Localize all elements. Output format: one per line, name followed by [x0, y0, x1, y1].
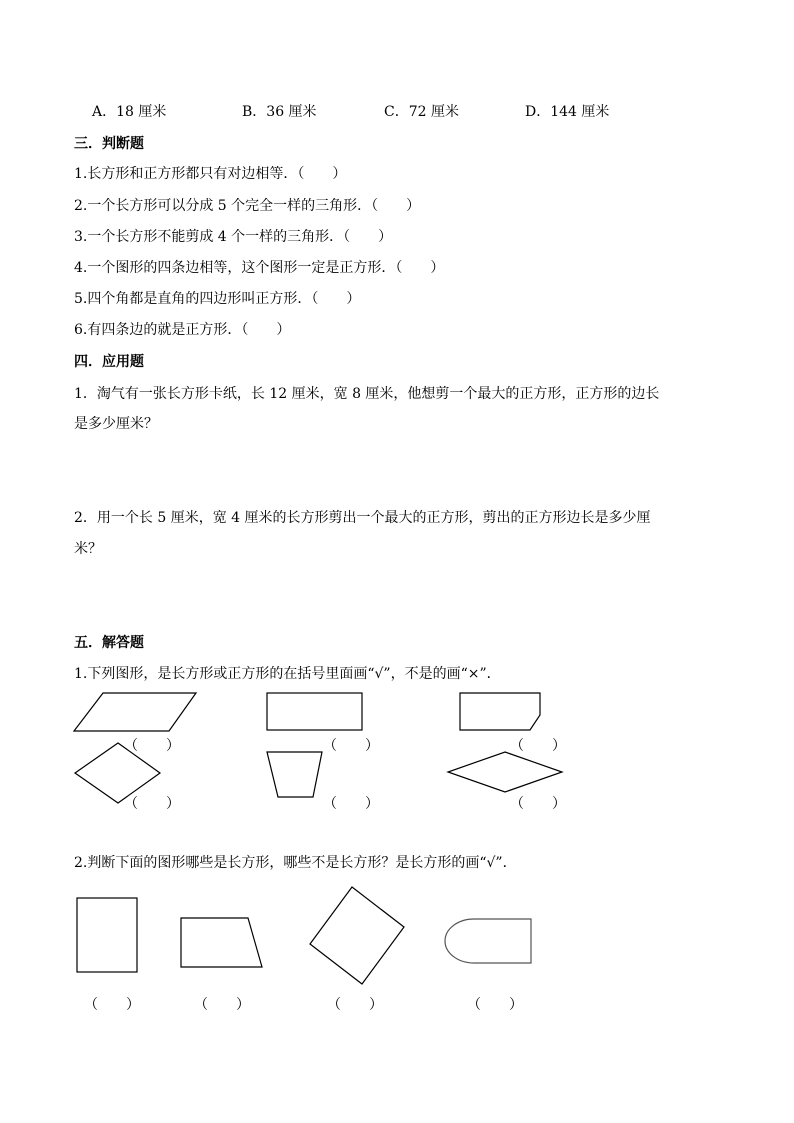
section3-heading: 三．判断题 [74, 136, 144, 152]
app-q1-line1: 1．淘气有一张长方形卡纸，长 12 厘米，宽 8 厘米，他想剪一个最大的正方形，正方形的边长 [74, 386, 660, 402]
choice-c: C．72 厘米 [384, 104, 459, 120]
judge-item-5: 5.四个角都是直角的四边形叫正方形．（ ） [74, 291, 361, 307]
app-q2-line2: 米？ [74, 541, 102, 557]
judge-item-3: 3.一个长方形不能剪成 4 个一样的三角形．（ ） [74, 229, 393, 245]
app-q1-line2: 是多少厘米？ [74, 416, 158, 432]
section4-heading: 四．应用题 [74, 354, 144, 370]
tilted-square-shape [310, 887, 404, 984]
answer-paren[interactable]: （ ） [467, 997, 523, 1013]
answer-paren[interactable]: （ ） [510, 738, 566, 754]
right-trapezoid-shape [181, 918, 262, 967]
answer-paren[interactable]: （ ） [510, 796, 566, 812]
rounded-end-shape [445, 919, 531, 963]
tall-rectangle-shape [77, 898, 137, 972]
answer-paren[interactable]: （ ） [327, 997, 383, 1013]
answer-paren[interactable]: （ ） [124, 738, 180, 754]
solve-q2: 2.判断下面的图形哪些是长方形，哪些不是长方形？是长方形的画“√”． [74, 855, 517, 871]
judge-item-2: 2.一个长方形可以分成 5 个完全一样的三角形．（ ） [74, 198, 421, 214]
judge-item-4: 4.一个图形的四条边相等，这个图形一定是正方形．（ ） [74, 260, 445, 276]
choice-a: A．18 厘米 [92, 104, 167, 120]
answer-paren[interactable]: （ ） [194, 997, 250, 1013]
flat-rhombus-shape [448, 752, 562, 792]
cut-corner-shape [460, 693, 540, 730]
judge-item-1: 1.长方形和正方形都只有对边相等．（ ） [74, 166, 347, 182]
judge-item-6: 6.有四条边的就是正方形．（ ） [74, 322, 291, 338]
answer-paren[interactable]: （ ） [124, 796, 180, 812]
answer-paren[interactable]: （ ） [323, 796, 379, 812]
answer-paren[interactable]: （ ） [323, 738, 379, 754]
solve-q1: 1.下列图形，是长方形或正方形的在括号里面画“√”，不是的画“×”． [74, 666, 501, 682]
section5-heading: 五．解答题 [74, 635, 144, 651]
parallelogram-shape [74, 693, 196, 731]
answer-paren[interactable]: （ ） [84, 997, 140, 1013]
app-q2-line1: 2．用一个长 5 厘米，宽 4 厘米的长方形剪出一个最大的正方形，剪出的正方形边长是多少厘 [74, 510, 651, 526]
trapezoid-shape [267, 752, 322, 797]
choice-b: B．36 厘米 [242, 104, 317, 120]
rectangle-shape [267, 693, 362, 730]
choice-d: D．144 厘米 [525, 104, 610, 120]
